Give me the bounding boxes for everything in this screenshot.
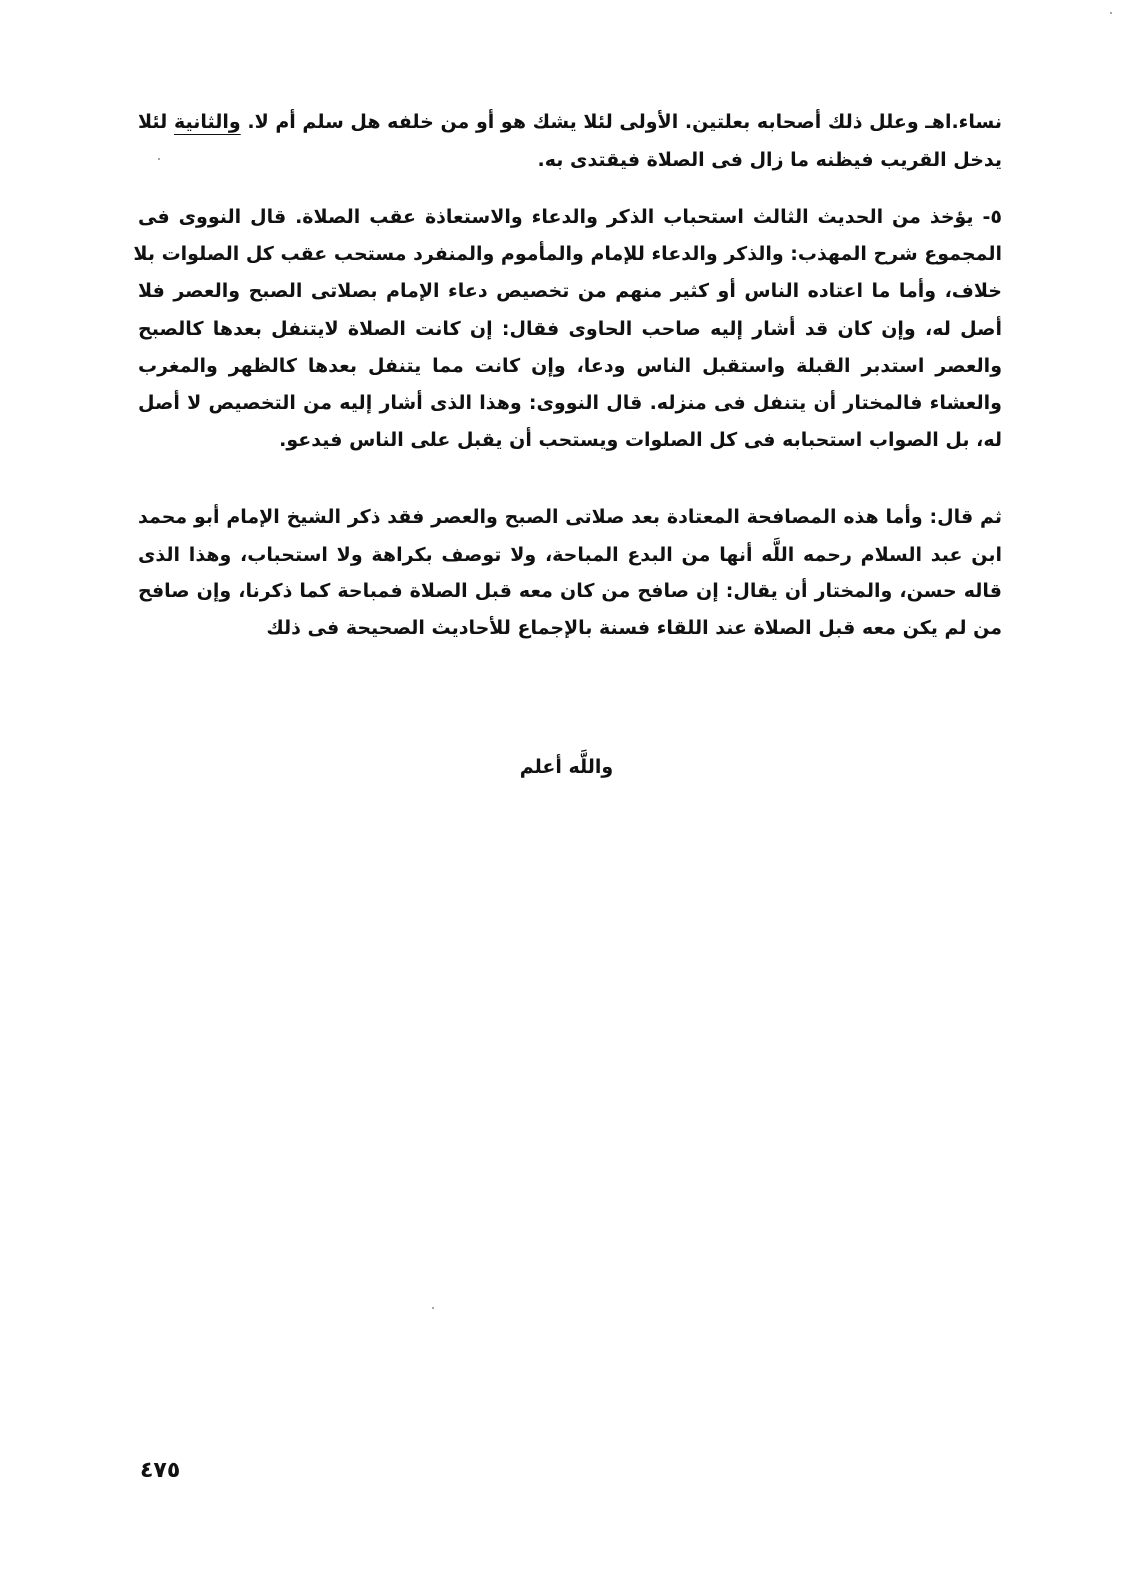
underlined-word: والثانية (173, 111, 241, 133)
text-line: المجموع شرح المهذب: والذكر والدعاء للإمام والمأموم والمنفرد مستحب عقب كل الصلوات بلا (133, 243, 1002, 265)
text-segment: نساء.اهـ وعلل ذلك أصحابه بعلتين. الأولى لئلا يشك هو أو من خلفه هل سلم أم لا. (240, 111, 1002, 133)
text-line: ابن عبد السلام رحمه اللَّه أنها من البدع المباحة، ولا توصف بكراهة ولا استحباب، وهذا الذى (138, 544, 1002, 566)
text-line: ثم قال: وأما هذه المصافحة المعتادة بعد صلاتى الصبح والعصر فقد ذكر الشيخ الإمام أبو محمد (138, 506, 1002, 528)
text-line: من لم يكن معه قبل الصلاة عند اللقاء فسنة بالإجماع للأحاديث الصحيحة فى ذلك (266, 617, 1002, 639)
text-line: والعشاء فالمختار أن يتنفل فى منزله. قال النووى: وهذا الذى أشار إليه من التخصيص لا أصل (138, 392, 1002, 414)
scan-speck (432, 1307, 434, 1309)
text-line: ٥- يؤخذ من الحديث الثالث استحباب الذكر والدعاء والاستعاذة عقب الصلاة. قال النووى فى (138, 206, 1002, 228)
scan-speck (1110, 12, 1112, 14)
page-number: ٤٧٥ (140, 1458, 181, 1483)
scan-speck (158, 158, 160, 160)
closing-phrase: واللَّه أعلم (519, 756, 614, 778)
text-line: والعصر استدبر القبلة واستقبل الناس ودعا، وإن كانت مما يتنفل بعدها كالظهر والمغرب (138, 355, 1002, 377)
text-line (138, 107, 1002, 137)
text-line: أصل له، وإن كان قد أشار إليه صاحب الحاوى فقال: إن كانت الصلاة لايتنفل بعدها كالصبح (138, 318, 1002, 340)
text-line: يدخل القريب فيظنه ما زال فى الصلاة فيقتدى به. (537, 149, 1002, 171)
text-line: خلاف، وأما ما اعتاده الناس أو كثير منهم من تخصيص دعاء الإمام بصلاتى الصبح والعصر فلا (138, 280, 1002, 302)
text-line: قاله حسن، والمختار أن يقال: إن صافح من كان معه قبل الصلاة فمباحة كما ذكرنا، وإن صافح (138, 580, 1002, 602)
text-line: له، بل الصواب استحبابه فى كل الصلوات ويستحب أن يقبل على الناس فيدعو. (279, 429, 1002, 451)
text-segment: لئلا (138, 111, 174, 133)
